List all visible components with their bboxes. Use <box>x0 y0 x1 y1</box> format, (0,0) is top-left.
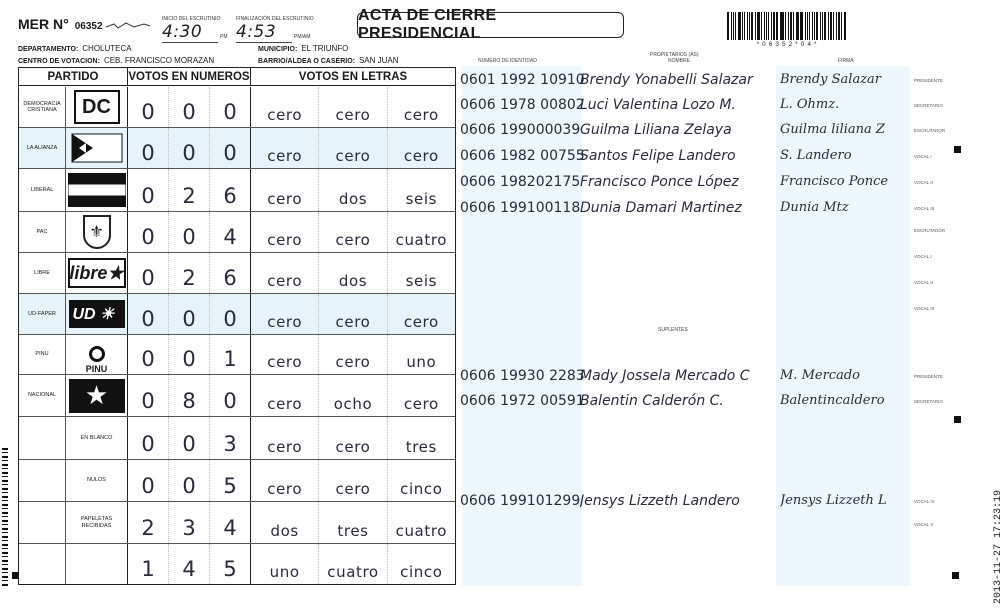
start-time: 4:30 <box>162 22 218 43</box>
votes-words <box>251 212 455 252</box>
role-label: VOCAL V <box>914 522 934 527</box>
member-signature: M. Mercado <box>780 368 860 383</box>
vote-digit: 4 <box>169 544 210 584</box>
role-label: VOCAL III <box>914 206 935 211</box>
vote-digit: 3 <box>223 432 237 456</box>
vote-digit: 0 <box>169 128 210 168</box>
role-label: VOCAL I <box>914 154 932 159</box>
votes-numbers <box>128 253 251 293</box>
vote-digit: 0 <box>169 335 210 374</box>
party-logo <box>66 253 128 293</box>
vote-word: cuatro <box>395 231 448 249</box>
votes-numbers <box>128 502 251 543</box>
member-signature: Guilma liliana Z <box>780 122 885 137</box>
votes-numbers <box>128 128 251 168</box>
role-label: VOCAL II <box>914 280 933 285</box>
votes-words <box>251 502 455 543</box>
vote-digit: 1 <box>223 347 237 371</box>
votes-numbers <box>128 460 251 501</box>
votes-numbers <box>128 169 251 211</box>
ud-logo: UD ☀ <box>69 300 125 328</box>
member-name: Jensys Lizzeth Landero <box>580 493 740 509</box>
vote-digit: 6 <box>223 184 237 208</box>
col-partido: PARTIDO <box>19 68 128 85</box>
member-name: Francisco Ponce López <box>580 174 739 190</box>
role-label: VOCAL III <box>914 306 935 311</box>
vote-word: cero <box>319 87 387 127</box>
party-logo <box>66 335 128 374</box>
votes-words <box>251 460 455 501</box>
vote-digit: 5 <box>223 557 237 581</box>
vote-word: cuatro <box>395 522 448 540</box>
votes-words <box>251 253 455 293</box>
blank-cell <box>19 460 66 501</box>
vote-digit: 0 <box>128 417 169 459</box>
table-row <box>19 87 455 128</box>
scribble-icon <box>104 21 152 31</box>
vote-digit: 0 <box>223 307 237 331</box>
vote-word: cinco <box>400 480 443 498</box>
role-label: VOCAL IV <box>914 499 935 504</box>
vote-word: cero <box>251 294 319 334</box>
departamento-field: DEPARTAMENTO: CHOLUTECA <box>18 44 132 53</box>
list-item <box>460 174 912 195</box>
vote-word: cero <box>319 335 387 374</box>
table-row <box>19 212 455 253</box>
libre-logo: libre★ <box>68 258 126 288</box>
member-dni: 0606 1978 00802 <box>460 97 585 113</box>
vote-word: cero <box>403 147 439 165</box>
member-name: Dunia Damari Martinez <box>580 200 742 216</box>
party-logo <box>66 375 128 416</box>
votes-words <box>251 417 455 459</box>
votes-numbers <box>128 335 251 374</box>
vote-word: cero <box>251 375 319 416</box>
list-item <box>460 97 912 118</box>
party-logo <box>66 294 128 334</box>
party-label: UD-FAPER <box>19 294 66 334</box>
vote-word: cero <box>319 128 387 168</box>
mer-number: MER N° 06352 <box>18 16 103 32</box>
blank-cell <box>19 544 66 584</box>
role-label: ESCRUTADOR <box>914 228 946 233</box>
vote-digit: 4 <box>223 225 237 249</box>
vote-digit: 0 <box>128 169 169 211</box>
special-label: EN BLANCO <box>66 417 128 459</box>
table-row <box>19 335 455 375</box>
scan-timestamp: 2013-11-27 17:23:19 <box>993 490 1004 605</box>
dni-header: NUMERO DE IDENTIDAD <box>478 58 537 64</box>
start-suffix: PM <box>220 34 228 40</box>
vote-word: uno <box>406 353 437 371</box>
vote-digit: 0 <box>169 417 210 459</box>
suplentes-header: SUPLENTES <box>658 327 688 333</box>
vote-digit: 4 <box>223 516 237 540</box>
vote-word: tres <box>405 438 437 456</box>
role-label: SECRETARIO <box>914 399 943 404</box>
party-label: LIBRE <box>19 253 66 293</box>
vote-word: cero <box>251 253 319 293</box>
vote-digit: 2 <box>169 169 210 211</box>
owners-header: PROPIETARIOS (AS) <box>650 52 699 58</box>
votes-words <box>251 87 455 127</box>
col-letras: VOTOS EN LETRAS <box>298 70 408 83</box>
party-label: PAC <box>19 212 66 252</box>
party-logo <box>66 169 128 211</box>
special-label <box>66 544 128 584</box>
vote-digit: 2 <box>128 502 169 543</box>
barrio-field: BARRIO/ALDEA O CASERIO: SAN JUAN <box>258 56 399 65</box>
table-row <box>19 544 455 584</box>
votes-words <box>251 335 455 374</box>
member-signature: L. Ohmz. <box>780 97 840 112</box>
party-logo <box>66 87 128 127</box>
vote-digit: 0 <box>169 87 210 127</box>
member-signature: S. Landero <box>780 148 852 163</box>
vote-word: cero <box>403 313 439 331</box>
vote-word: cero <box>251 460 319 501</box>
vote-digit: 0 <box>223 389 237 413</box>
end-label: FINALIZACIÓN DEL ESCRUTINIO <box>236 16 314 22</box>
signature-scribble <box>104 18 152 28</box>
member-dni: 0606 198202175 <box>460 174 581 190</box>
vote-word: cero <box>251 128 319 168</box>
list-item <box>460 72 912 93</box>
start-label: INICIO DEL ESCRUTINIO: <box>162 16 222 22</box>
votes-table <box>18 67 456 585</box>
vote-digit: 0 <box>128 294 169 334</box>
member-dni: 0601 1992 10910 <box>460 72 585 88</box>
votes-words <box>251 544 455 584</box>
col-numeros: VOTOS EN NUMEROS <box>128 68 251 85</box>
vote-digit: 0 <box>223 141 237 165</box>
vote-word: cero <box>251 169 319 211</box>
vote-word: cero <box>319 417 387 459</box>
registration-mark <box>12 572 19 579</box>
vote-digit: 1 <box>128 544 169 584</box>
vote-digit: 2 <box>169 253 210 293</box>
special-label: PAPELETAS RECIBIDAS <box>66 502 128 543</box>
vote-word: tres <box>319 502 387 543</box>
member-name: Santos Felipe Landero <box>580 148 736 164</box>
party-label: NACIONAL <box>19 375 66 416</box>
vote-word: dos <box>251 502 319 543</box>
liberal-flag-icon <box>68 173 126 207</box>
party-label: LIBERAL <box>19 169 66 211</box>
table-row <box>19 417 455 460</box>
vote-digit: 3 <box>169 502 210 543</box>
vote-digit: 0 <box>128 212 169 252</box>
barcode <box>727 12 847 40</box>
vote-digit: 0 <box>128 253 169 293</box>
end-time: 4:53 <box>236 22 292 43</box>
registration-mark <box>952 572 959 579</box>
role-label: PRESIDENTE <box>914 78 943 83</box>
party-label: LA ALIANZA <box>19 128 66 168</box>
special-label: NULOS <box>66 460 128 501</box>
vote-word: cero <box>403 106 439 124</box>
table-header <box>19 68 455 86</box>
role-label: PRESIDENTE <box>914 374 943 379</box>
vote-digit: 0 <box>128 128 169 168</box>
party-logo <box>66 212 128 252</box>
vote-digit: 0 <box>128 335 169 374</box>
end-suffix: PM/AM <box>294 34 311 40</box>
member-signature: Jensys Lizzeth L <box>780 493 887 508</box>
vote-word: uno <box>251 544 319 584</box>
votes-numbers <box>128 375 251 416</box>
member-signature: Francisco Ponce <box>780 174 889 189</box>
pac-shield-icon: ⚜ <box>83 215 111 249</box>
vote-digit: 0 <box>223 100 237 124</box>
list-item <box>460 368 912 389</box>
votes-words <box>251 294 455 334</box>
vote-digit: 0 <box>169 294 210 334</box>
list-item <box>460 200 912 221</box>
member-signature: Balentincaldero <box>780 393 885 408</box>
vote-word: cinco <box>400 563 443 581</box>
member-dni: 0606 1972 00591 <box>460 393 585 409</box>
table-row <box>19 253 455 294</box>
vote-digit: 5 <box>223 474 237 498</box>
list-item <box>460 393 912 414</box>
role-label: VOCAL I <box>914 254 932 259</box>
vote-word: seis <box>405 190 438 208</box>
sign-header: FIRMA <box>838 58 854 64</box>
votes-words <box>251 169 455 211</box>
vote-word: cero <box>403 395 439 413</box>
votes-words <box>251 375 455 416</box>
votes-numbers <box>128 417 251 459</box>
vote-word: cero <box>319 294 387 334</box>
list-item <box>460 148 912 169</box>
role-label: SECRETARIO <box>914 103 943 108</box>
vote-word: cero <box>319 460 387 501</box>
registration-mark <box>954 146 961 153</box>
vote-digit: 0 <box>128 87 169 127</box>
votes-numbers <box>128 294 251 334</box>
list-item <box>460 493 912 514</box>
member-dni: 0606 199100118 <box>460 200 581 216</box>
votes-numbers <box>128 212 251 252</box>
member-dni: 0606 199101299 <box>460 493 581 509</box>
vote-digit: 0 <box>128 460 169 501</box>
centro-field: CENTRO DE VOTACION: CEB. FRANCISCO MORAZAN <box>18 56 215 65</box>
member-name: Brendy Yonabelli Salazar <box>580 72 753 88</box>
nacional-star-icon: ★ <box>69 379 125 413</box>
party-label: PINU <box>19 335 66 374</box>
page-title: ACTA DE CIERRE PRESIDENCIAL <box>357 12 624 38</box>
party-label: DEMOCRACIA CRISTIANA <box>19 87 66 127</box>
votes-numbers <box>128 544 251 584</box>
role-label: VOCAL II <box>914 180 933 185</box>
role-label: ESCRUTADOR <box>914 128 946 133</box>
side-barcode <box>2 448 8 586</box>
list-item <box>460 122 912 143</box>
vote-digit: 0 <box>169 212 210 252</box>
table-row <box>19 128 455 169</box>
table-row <box>19 169 455 212</box>
blank-cell <box>19 417 66 459</box>
vote-word: ocho <box>319 375 387 416</box>
member-name: Balentin Calderón C. <box>580 393 724 409</box>
member-dni: 0606 199000039 <box>460 122 581 138</box>
member-name: Mady Jossela Mercado C <box>580 368 750 384</box>
member-signature: Dunia Mtz <box>780 200 849 215</box>
vote-digit: 6 <box>223 266 237 290</box>
vote-word: dos <box>319 169 387 211</box>
name-header: NOMBRE <box>668 58 690 64</box>
vote-word: dos <box>319 253 387 293</box>
pinu-logo: PINU <box>81 336 113 374</box>
member-name: Luci Valentina Lozo M. <box>580 97 736 113</box>
vote-digit: 0 <box>169 460 210 501</box>
vote-word: cero <box>251 212 319 252</box>
table-row <box>19 375 455 417</box>
table-row <box>19 460 455 502</box>
table-row <box>19 294 455 335</box>
vote-word: cero <box>319 212 387 252</box>
votes-words <box>251 128 455 168</box>
alianza-flag-icon <box>71 133 123 163</box>
blank-cell <box>19 502 66 543</box>
dc-logo: DC <box>74 90 120 124</box>
registration-mark <box>954 416 961 423</box>
table-row <box>19 502 455 544</box>
municipio-field: MUNICIPIO: EL TRIUNFO <box>258 44 349 53</box>
vote-word: cuatro <box>319 544 387 584</box>
vote-word: seis <box>405 272 438 290</box>
votes-numbers <box>128 87 251 127</box>
member-signature: Brendy Salazar <box>780 72 882 87</box>
vote-word: cero <box>251 87 319 127</box>
vote-digit: 0 <box>128 375 169 416</box>
member-dni: 0606 19930 2283 <box>460 368 585 384</box>
barcode-text: * 0 6 3 5 2 * 0 4 * <box>756 42 818 48</box>
member-dni: 0606 1982 00755 <box>460 148 585 164</box>
vote-word: cero <box>251 335 319 374</box>
vote-word: cero <box>251 417 319 459</box>
party-logo <box>66 128 128 168</box>
member-name: Guilma Liliana Zelaya <box>580 122 732 138</box>
vote-digit: 8 <box>169 375 210 416</box>
